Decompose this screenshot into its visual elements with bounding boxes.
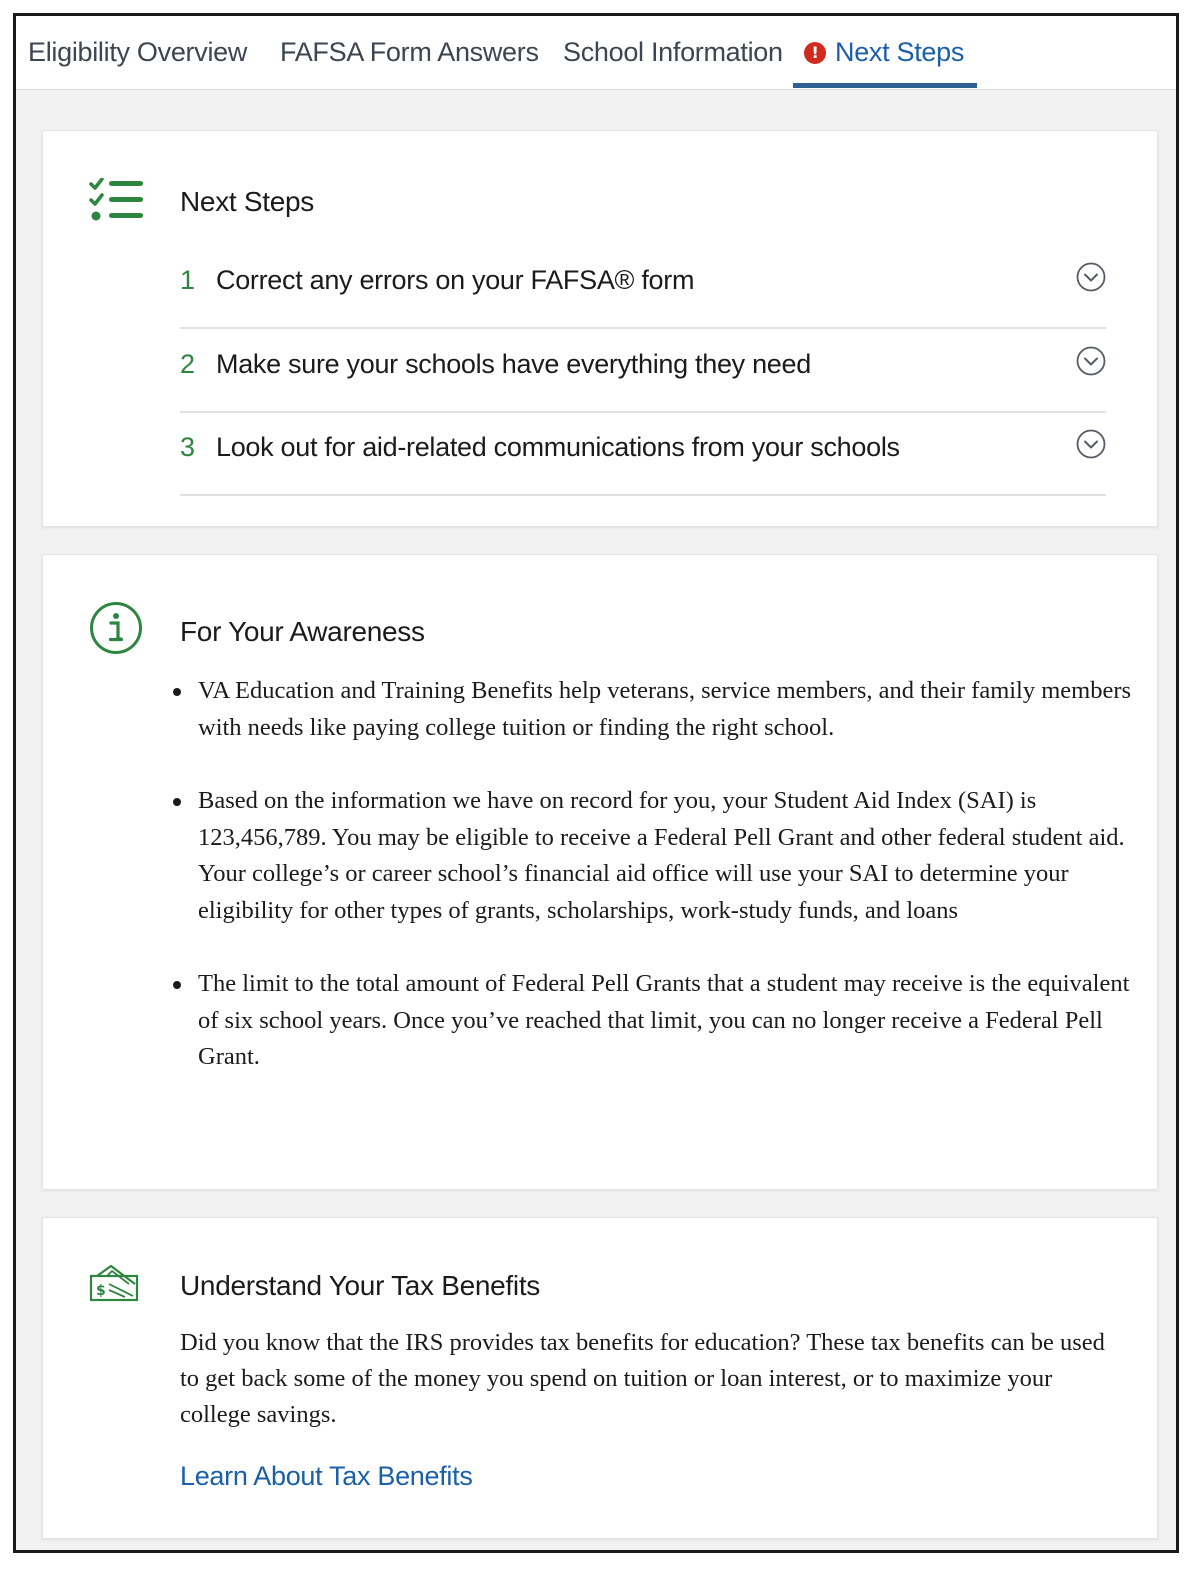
list-item: The limit to the total amount of Federal Pell Grants that a student may receive is the equivalent of six school years. Once you’ve reached that limit, you can no longer receive a Federal Pell Grant. xyxy=(198,966,1138,1076)
app-frame xyxy=(13,13,1179,1553)
awareness-list xyxy=(171,673,1138,1113)
step-text: Correct any errors on your FAFSA® form xyxy=(216,265,695,295)
step-number: 2 xyxy=(180,349,196,379)
awareness-card xyxy=(42,554,1158,1190)
step-text: Make sure your schools have everything they need xyxy=(216,349,811,379)
tab-eligibility-overview[interactable] xyxy=(28,16,247,89)
tab-school-information[interactable] xyxy=(563,16,783,89)
tab-label: School Information xyxy=(563,37,783,67)
alert-icon: ! xyxy=(804,42,826,64)
tab-bar xyxy=(16,16,1176,90)
tab-label: Eligibility Overview xyxy=(28,37,248,67)
step-item-3[interactable] xyxy=(180,412,1106,496)
tab-fafsa-form-answers[interactable] xyxy=(280,16,539,89)
active-tab-indicator xyxy=(793,83,977,88)
checklist-icon xyxy=(89,178,145,224)
chevron-down-icon[interactable] xyxy=(1076,262,1106,292)
money-icon xyxy=(89,1264,141,1304)
learn-about-tax-benefits-link[interactable]: Learn About Tax Benefits xyxy=(180,1461,473,1491)
step-item-2[interactable] xyxy=(180,329,1106,413)
step-item-1[interactable] xyxy=(180,245,1106,329)
tax-title: Understand Your Tax Benefits xyxy=(180,1270,541,1301)
next-steps-card xyxy=(42,130,1158,527)
info-icon xyxy=(89,601,143,655)
tab-next-steps[interactable] xyxy=(804,16,964,89)
step-text: Look out for aid-related communications from your schools xyxy=(216,432,900,462)
chevron-down-icon[interactable] xyxy=(1076,346,1106,376)
svg-text:$: $ xyxy=(96,1283,106,1299)
chevron-down-icon[interactable] xyxy=(1076,429,1106,459)
next-steps-title: Next Steps xyxy=(180,186,314,217)
step-number: 1 xyxy=(180,265,196,295)
list-item: Based on the information we have on record for you, your Student Aid Index (SAI) is 123,456,789. You may be eligible to receive a Federal Pell Grant and other federal student aid. Your college’s or career school’s financial aid office will use your SAI to determine your eligibility for other types of grants, scholarships, work-study funds, and loans xyxy=(198,783,1138,929)
step-number: 3 xyxy=(180,432,196,462)
tax-benefits-card xyxy=(42,1217,1158,1539)
tax-body-text: Did you know that the IRS provides tax benefits for education? These tax benefits can be used to get back some of the money you spend on tuition or loan interest, or to maximize your college savings. xyxy=(180,1329,1105,1428)
tab-label: Next Steps xyxy=(835,37,965,67)
list-item: VA Education and Training Benefits help veterans, service members, and their family members with needs like paying college tuition or finding the right school. xyxy=(198,673,1138,746)
tab-label: FAFSA Form Answers xyxy=(280,37,539,67)
awareness-title: For Your Awareness xyxy=(180,616,425,647)
